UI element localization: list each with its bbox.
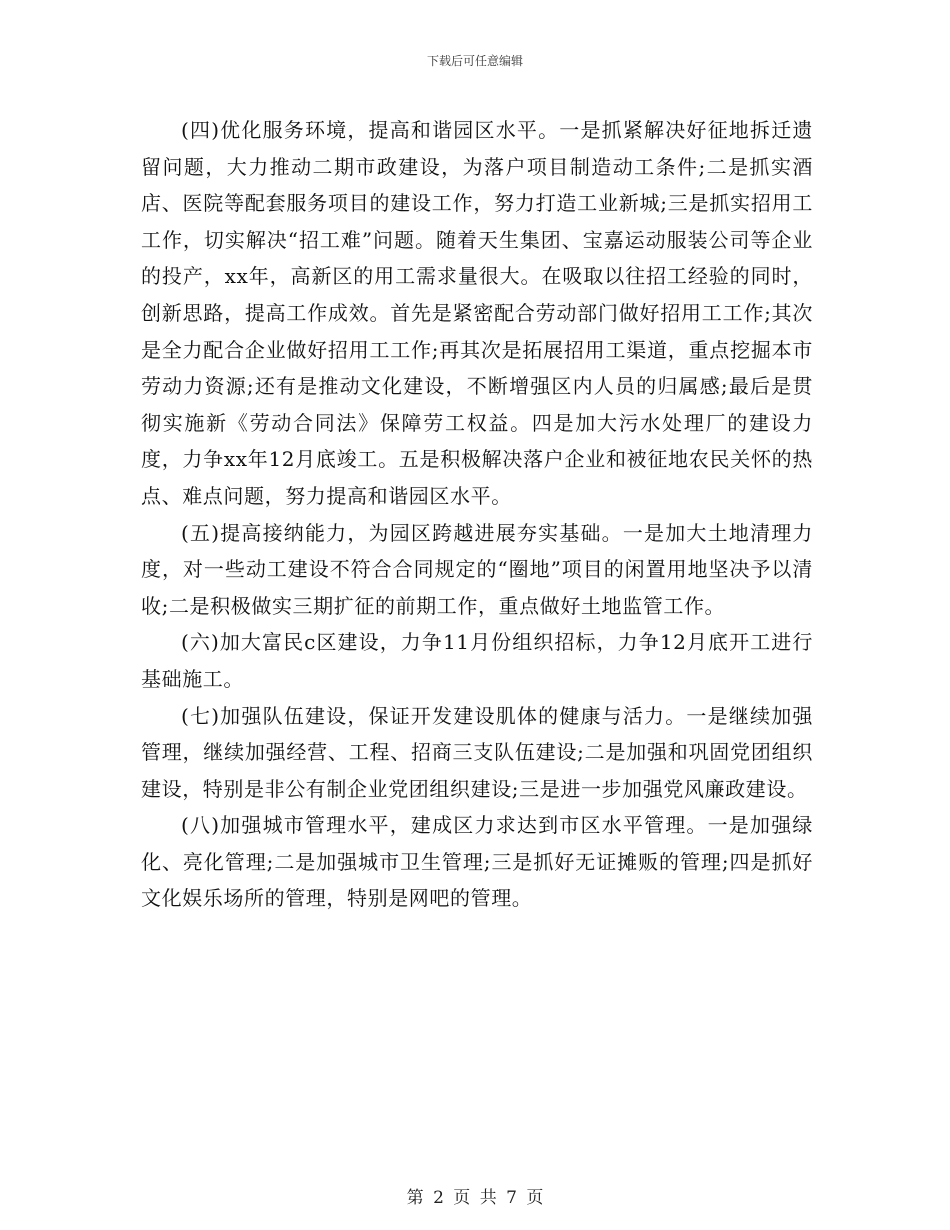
paragraph-6: (六)加大富民c区建设，力争11月份组织招标，力争12月底开工进行基础施工。: [141, 630, 813, 691]
document-body: [141, 112, 813, 917]
paragraph-7: (七)加强队伍建设，保证开发建设肌体的健康与活力。一是继续加强管理，继续加强经营、工程、招商三支队伍建设;二是加强和巩固党团组织建设，特别是非公有制企业党团组织建设;三是进一步加强党风廉政建设。: [141, 703, 813, 801]
paragraph-8: (八)加强城市管理水平，建成区力求达到市区水平管理。一是加强绿化、亮化管理;二是加强城市卫生管理;三是抓好无证摊贩的管理;四是抓好文化娱乐场所的管理，特别是网吧的管理。: [141, 813, 813, 911]
paragraph-4: (四)优化服务环境，提高和谐园区水平。一是抓紧解决好征地拆迁遗留问题，大力推动二期市政建设，为落户项目制造动工条件;二是抓实酒店、医院等配套服务项目的建设工作，努力打造工业新城;三是抓实招用工工作，切实解决“招工难”问题。随着天生集团、宝嘉运动服装公司等企业的投产，xx年，高新区的用工需求量很大。在吸取以往招工经验的同时，创新思路，提高工作成效。首先是紧密配合劳动部门做好招用工工作;其次是全力配合企业做好招用工工作;再其次是拓展招用工渠道，重点挖掘本市劳动力资源;还有是推动文化建设，不断增强区内人员的归属感;最后是贯彻实施新《劳动合同法》保障劳工权益。四是加大污水处理厂的建设力度，力争xx年12月底竣工。五是积极解决落户企业和被征地农民关怀的热点、难点问题，努力提高和谐园区水平。: [141, 118, 813, 508]
paragraph-5: (五)提高接纳能力，为园区跨越进展夯实基础。一是加大土地清理力度，对一些动工建设不符合合同规定的“圈地”项目的闲置用地坚决予以清收;二是积极做实三期扩征的前期工作，重点做好土地监管工作。: [141, 520, 813, 618]
page-footer: 第 2 页 共 7 页: [406, 1188, 544, 1208]
page-header: 下载后可任意编辑: [426, 54, 523, 68]
